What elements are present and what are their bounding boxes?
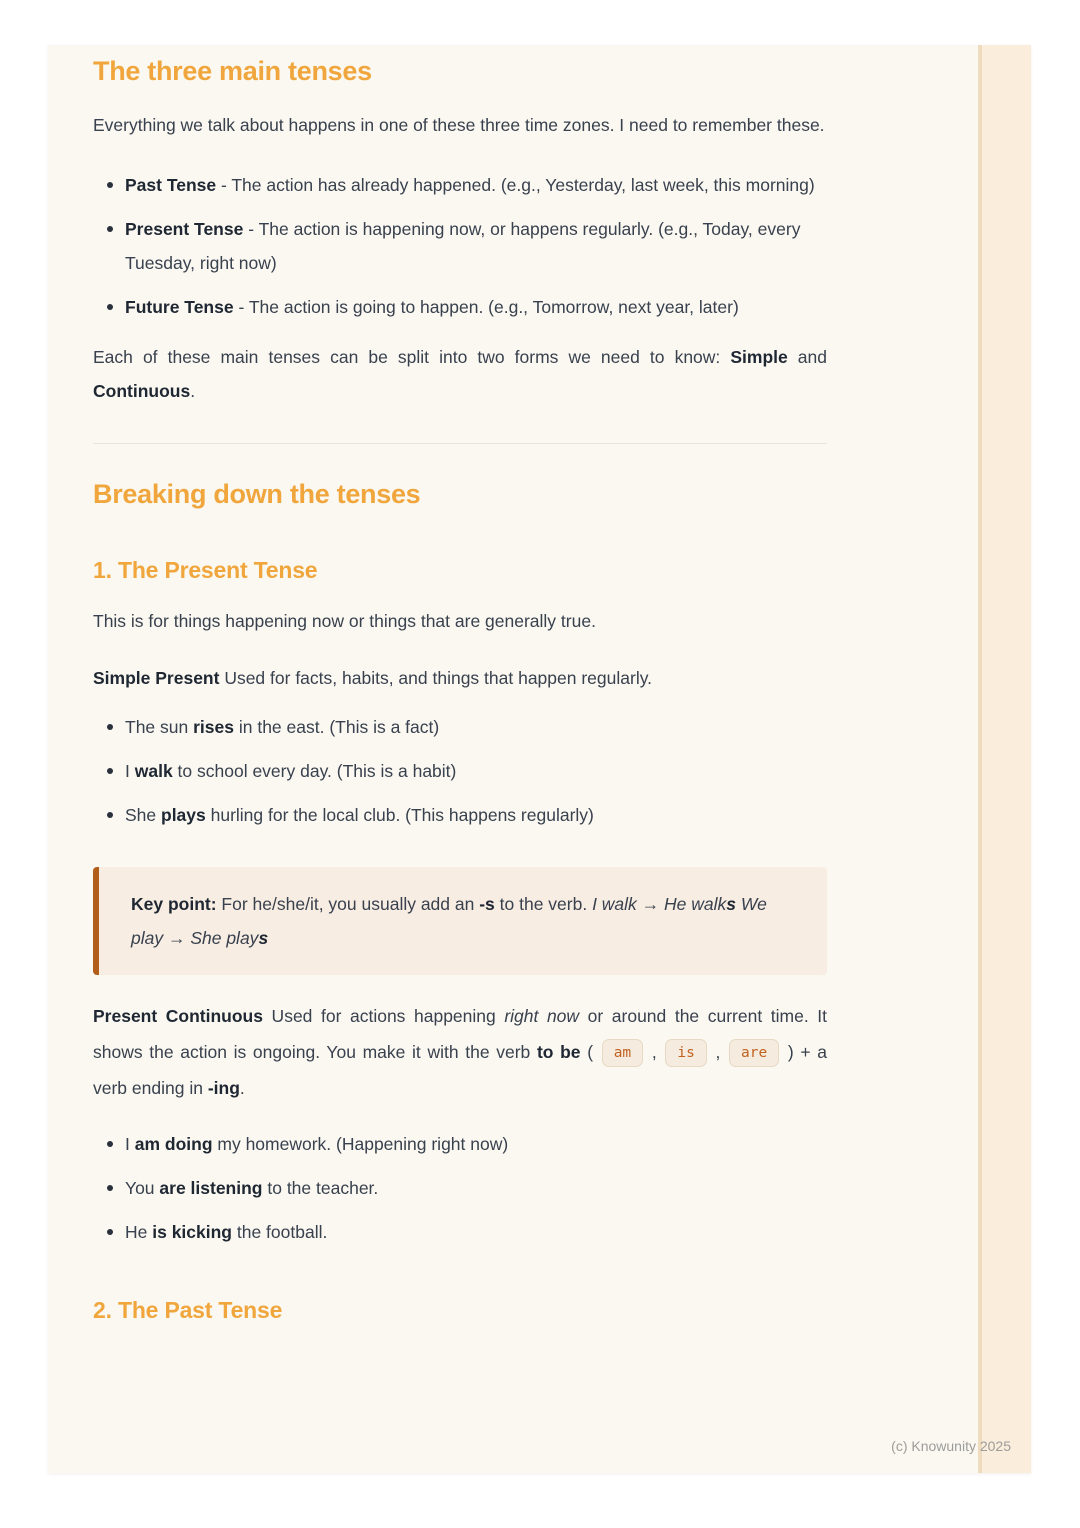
- list-item-example-am-doing: I am doing my homework. (Happening right now): [93, 1127, 827, 1161]
- key-point-text: Key point: For he/she/it, you usually add an -s to the verb. I walk → He walks We play → She plays: [131, 894, 767, 948]
- list-item-example-are-listening: You are listening to the teacher.: [93, 1171, 827, 1205]
- subsection-title-present-tense: 1. The Present Tense: [93, 557, 318, 583]
- list-item-example-rises: The sun rises in the east. (This is a fact): [93, 710, 827, 744]
- section-title-main-tenses: The three main tenses: [93, 56, 372, 86]
- list-item-present-tense: Present Tense - The action is happening now, or happens regularly. (e.g., Today, every Tuesday, right now): [93, 212, 827, 280]
- present-continuous-description: Present Continuous Used for actions happening right now or around the current time. It shows the action is ongoing. You make it with the verb to be ( am , is , are ) + a verb ending in -ing.: [93, 1006, 827, 1098]
- key-point-callout: [93, 867, 827, 975]
- notes-content: [93, 56, 827, 1323]
- section-divider: [93, 443, 827, 444]
- outro-paragraph: Each of these main tenses can be split into two forms we need to know: Simple and Continuous.: [93, 347, 827, 401]
- copyright-watermark: (c) Knowunity 2025: [891, 1438, 1011, 1454]
- list-item-past-tense: Past Tense - The action has already happened. (e.g., Yesterday, last week, this morning): [93, 168, 827, 202]
- present-continuous-examples-list: [93, 1127, 827, 1249]
- simple-present-description: Simple Present Used for facts, habits, and things that happen regularly.: [93, 668, 653, 688]
- subsection-title-past-tense: 2. The Past Tense: [93, 1297, 283, 1323]
- list-item-future-tense: Future Tense - The action is going to happen. (e.g., Tomorrow, next year, later): [93, 290, 827, 324]
- binding-strip: [978, 45, 1031, 1473]
- present-tense-description: This is for things happening now or things that are generally true.: [93, 611, 596, 631]
- notes-card: [48, 45, 1031, 1473]
- intro-paragraph: Everything we talk about happens in one of these three time zones. I need to remember these.: [93, 115, 825, 135]
- tense-overview-list: [93, 168, 827, 324]
- simple-present-examples-list: [93, 710, 827, 832]
- list-item-example-plays: She plays hurling for the local club. (This happens regularly): [93, 798, 827, 832]
- code-token: is: [665, 1039, 706, 1067]
- code-token: am: [602, 1039, 643, 1067]
- list-item-example-walk: I walk to school every day. (This is a habit): [93, 754, 827, 788]
- code-token: are: [729, 1039, 779, 1067]
- section-title-breakdown: Breaking down the tenses: [93, 479, 421, 509]
- list-item-example-is-kicking: He is kicking the football.: [93, 1215, 827, 1249]
